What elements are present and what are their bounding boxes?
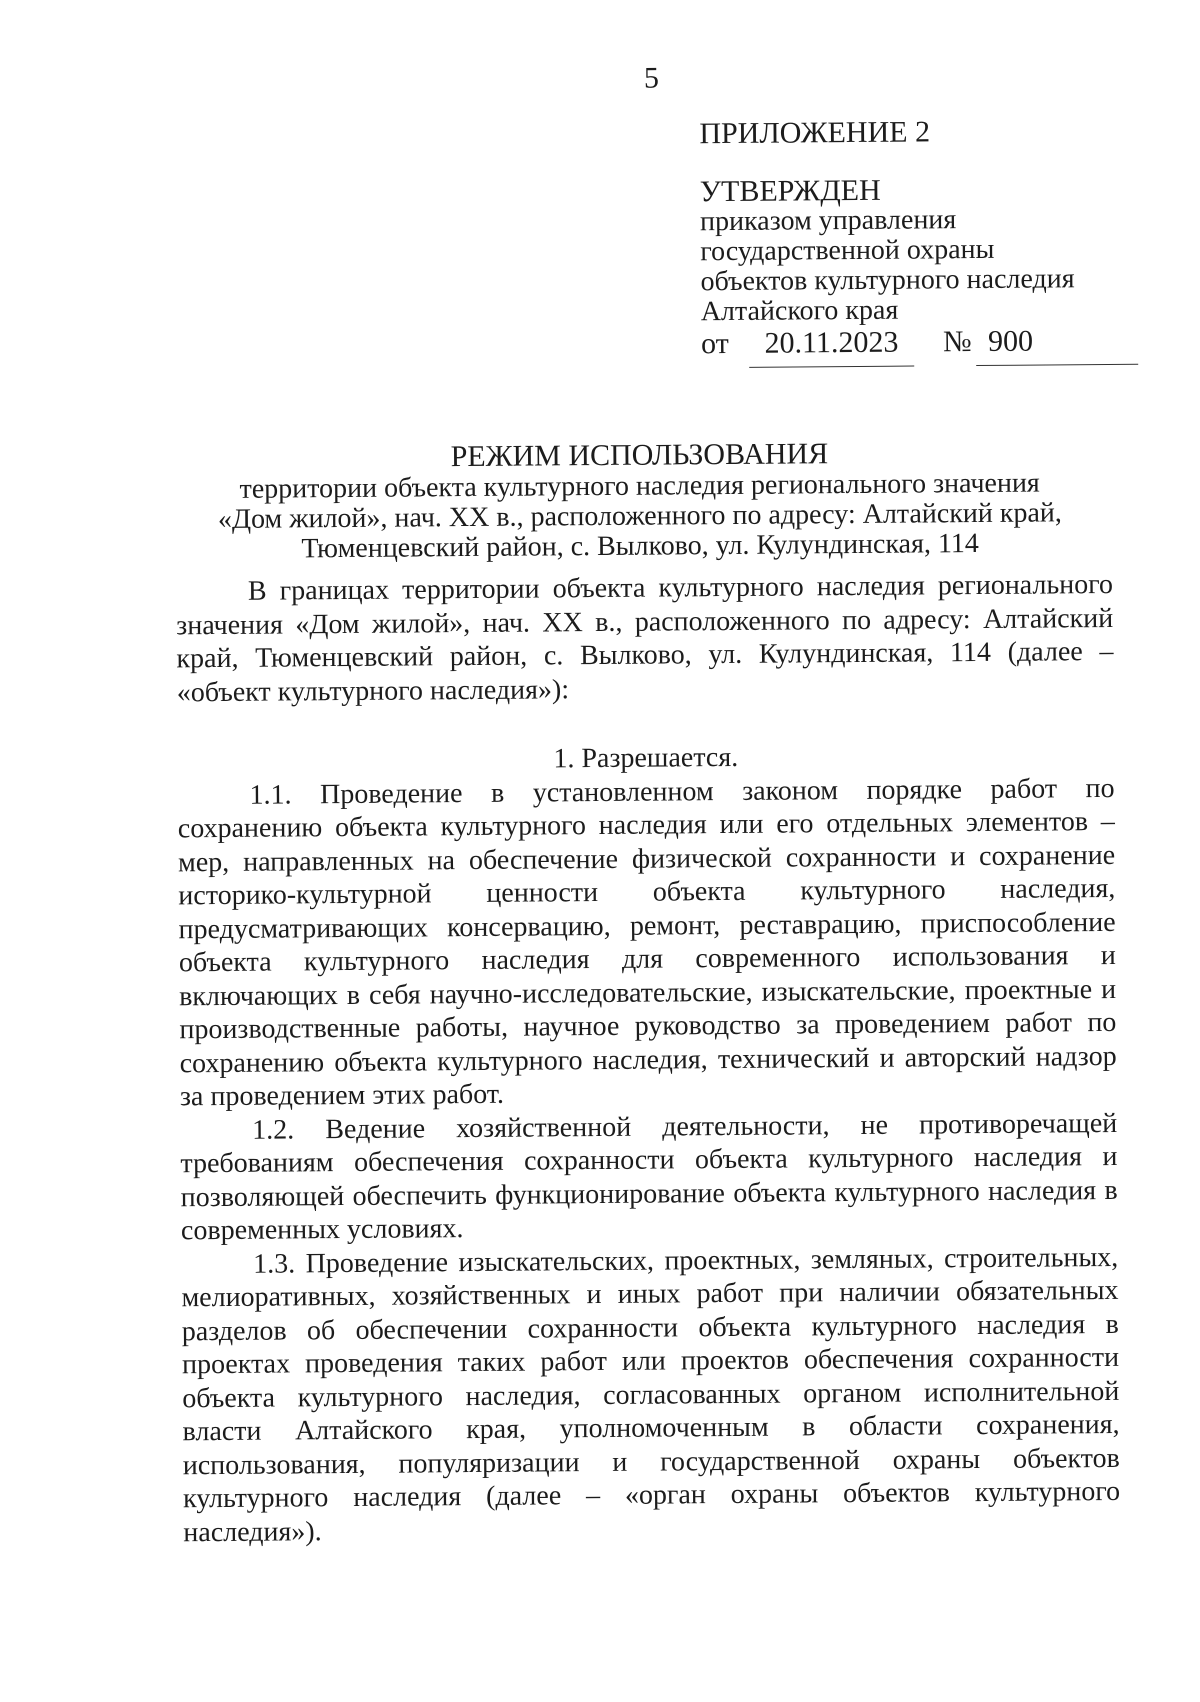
heading-subtitle-line: территории объекта культурного наследия регионального значения xyxy=(239,467,1040,505)
heading-title: РЕЖИМ ИСПОЛЬЗОВАНИЯ xyxy=(450,437,829,474)
appendix-title: ПРИЛОЖЕНИЕ 2 xyxy=(699,115,931,151)
appendix-block xyxy=(699,114,1141,367)
order-date: 20.11.2023 xyxy=(749,326,914,368)
document-heading xyxy=(167,436,1113,565)
document-body xyxy=(176,568,1121,1549)
number-sign: № xyxy=(942,325,972,359)
intro-paragraph: В границах территории объекта культурного наследия регионального значения «Дом жилой», нач. XX в., расположенного по адресу: Алтайский край, Тюменцевский район, с. Вылково, ул. Кулундинская, 114 (далее – «объект культурного наследия»): xyxy=(176,568,1114,708)
order-line: Алтайского края xyxy=(700,294,899,328)
order-number: 900 xyxy=(976,324,1138,366)
approved-label: УТВЕРЖДЕН xyxy=(699,173,881,209)
order-line: объектов культурного наследия xyxy=(700,263,1075,298)
page-number: 5 xyxy=(643,61,660,95)
heading-subtitle-line: «Дом жилой», нач. XX в., расположенного по адресу: Алтайский край, xyxy=(217,497,1062,535)
section-item: 1.2. Ведение хозяйственной деятельности, не противоречащей требованиям обеспечения сохранности объекта культурного наследия и позволяющей обеспечить функционирование объекта культурного наследия в современных условиях. xyxy=(180,1107,1118,1247)
order-line: приказом управления xyxy=(699,204,957,238)
date-prefix: от xyxy=(700,326,729,361)
section-item: 1.3. Проведение изыскательских, проектных, земляных, строительных, мелиоративных, хозяйственных и иных работ при наличии обязательных разделов об обеспечении сохранности объекта культурного наследия в проектах проведения таких работ или проектов обеспечения сохранности объекта культурного наследия, согласованных органом исполнительной власти Алтайского края, уполномоченным в области сохранения, использования, популяризации и государственной охраны объектов культурного наследия (далее – «орган охраны объектов культурного наследия»). xyxy=(181,1241,1121,1548)
heading-subtitle-line: Тюменцевский район, с. Вылково, ул. Кулундинская, 114 xyxy=(301,528,979,565)
order-line: государственной охраны xyxy=(700,233,995,268)
order-date-row xyxy=(701,324,1141,367)
section-heading: 1. Разрешается. xyxy=(553,741,739,775)
section-item: 1.1. Проведение в установленном законом порядке работ по сохранению объекта культурного наследия или его отдельных элементов – мер, направленных на обеспечение физической сохранности и сохранение историко-культурной ценности объекта культурного наследия, предусматривающих консервацию, ремонт, реставрацию, приспособление объекта культурного наследия для современного использования и включающих в себя научно-исследовательские, изыскательские, проектные и производственные работы, научное руководство за проведением работ по сохранению объекта культурного наследия, технический и авторский надзор за проведением этих работ. xyxy=(177,772,1117,1113)
